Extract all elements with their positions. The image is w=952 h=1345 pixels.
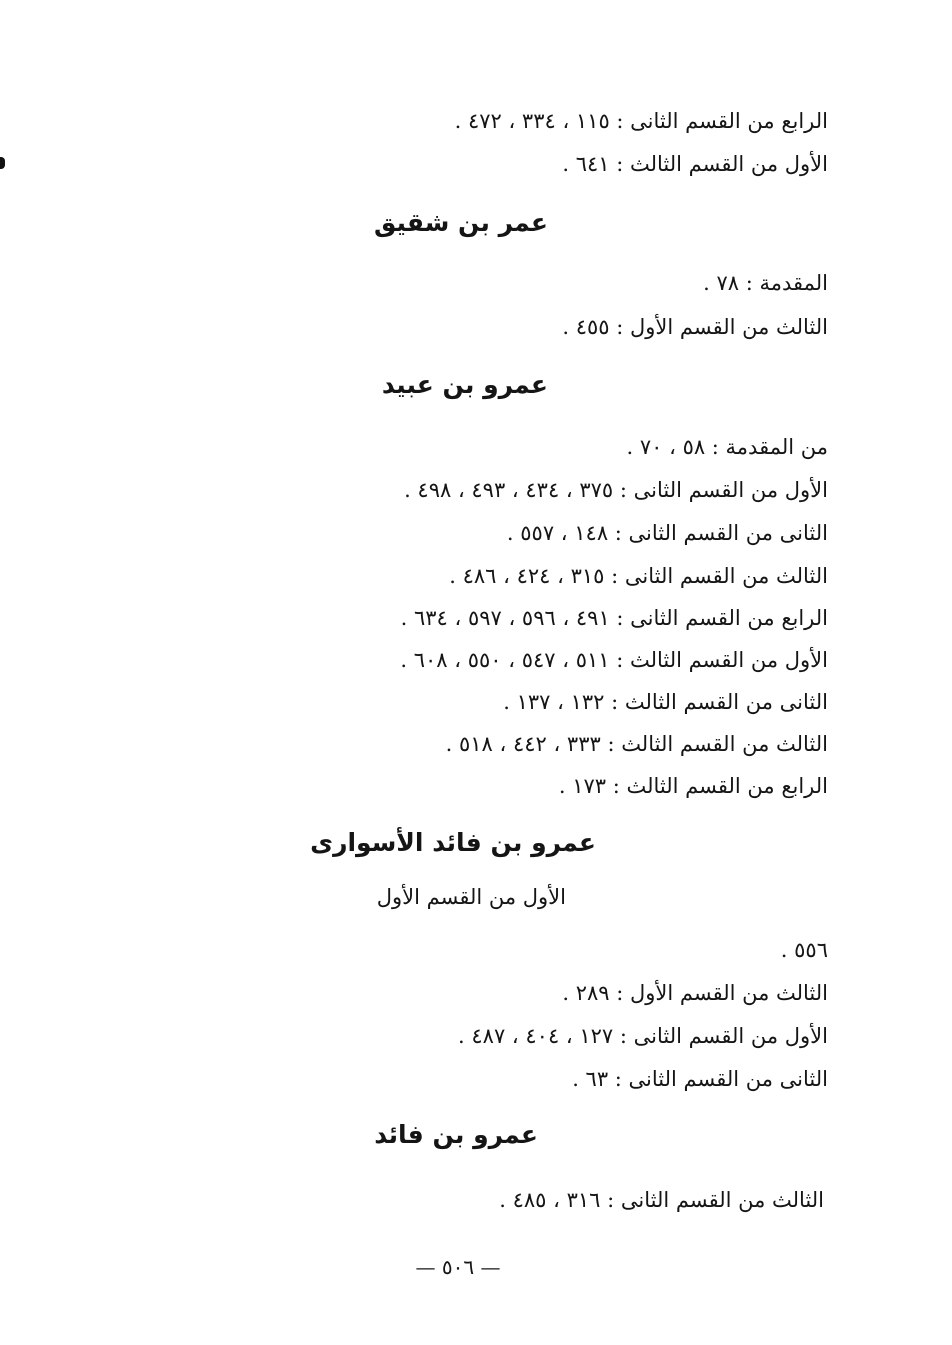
entry-heading: عمرو بن فائد الأسوارى [310,828,596,857]
index-line: ٥٥٦ . [780,938,828,962]
page-number: — ٥٠٦ — [415,1255,501,1279]
index-line: الثالث من القسم الأول : ٤٥٥ . [562,315,828,339]
index-line: الثالث من القسم الثانى : ٣١٦ ، ٤٨٥ . [499,1188,824,1212]
index-line: الأول من القسم الثالث : ٥١١ ، ٥٤٧ ، ٥٥٠ ، ٦٠٨ . [400,648,828,672]
index-line: الثانى من القسم الثانى : ٦٣ . [572,1067,828,1091]
index-line: الثانى من القسم الثالث : ١٣٢ ، ١٣٧ . [503,690,828,714]
index-line: الثالث من القسم الثانى : ٣١٥ ، ٤٢٤ ، ٤٨٦ . [449,564,828,588]
index-line: المقدمة : ٧٨ . [703,271,828,295]
index-line: من المقدمة : ٥٨ ، ٧٠ . [626,435,828,459]
index-line: الرابع من القسم الثانى : ١١٥ ، ٣٣٤ ، ٤٧٢ . [454,109,828,133]
index-line: الأول من القسم الثانى : ٣٧٥ ، ٤٣٤ ، ٤٩٣ ، ٤٩٨ . [404,478,828,502]
index-line: الثانى من القسم الثانى : ١٤٨ ، ٥٥٧ . [506,521,828,545]
index-line: الرابع من القسم الثانى : ٤٩١ ، ٥٩٦ ، ٥٩٧ ، ٦٣٤ . [400,606,828,630]
entry-subheading: الأول من القسم الأول [376,885,566,909]
entry-heading: عمرو بن فائد [374,1120,538,1149]
index-line: الأول من القسم الثانى : ١٢٧ ، ٤٠٤ ، ٤٨٧ . [458,1024,828,1048]
index-line: الأول من القسم الثالث : ٦٤١ . [562,152,828,176]
index-line: الرابع من القسم الثالث : ١٧٣ . [558,774,828,798]
entry-heading: عمرو بن عبيد [381,370,548,399]
index-line: الثالث من القسم الأول : ٢٨٩ . [562,981,828,1005]
entry-heading: عمر بن شقيق [374,208,548,237]
index-line: الثالث من القسم الثالث : ٣٣٣ ، ٤٤٢ ، ٥١٨ . [445,732,828,756]
margin-mark [0,157,5,169]
